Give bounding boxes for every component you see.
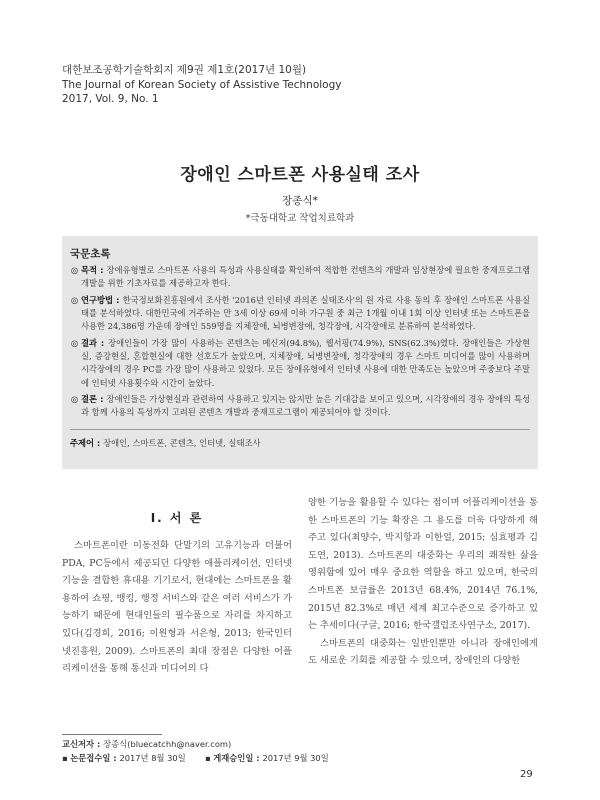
keywords-label: 주제어 : [70,438,104,448]
footnote-label: 게재승인일 : [213,753,263,763]
footnote-mark: ▪ [205,753,211,763]
abstract-divider [70,429,530,430]
author-name: 장종식* [282,195,318,207]
abstract-text: 장애유형별로 스마트폰 사용의 특성과 사용실태를 확인하여 적합한 컨텐츠의 개발과 임상현장에 필요한 중재프로그램 개발을 위한 기초자료를 제공하고자 한다. [81,265,530,289]
bullet-icon: ◎ [70,295,79,305]
journal-volume: 2017, Vol. 9, No. 1 [62,93,159,105]
bullet-icon: ◎ [70,394,79,404]
footnote-mark: ▪ [62,753,68,763]
abstract-conclusion [70,393,530,419]
abstract-text: 한국정보화진흥원에서 조사한 '2016년 인터넷 과의존 실태조사'의 원 자료 사용 동의 후 장애인 스마트폰 사용실태를 분석하였다. 대한민국에 거주하는 만 3세 이상 69세 이하 가구원 중 최근 1개월 이내 1회 이상 인터넷 또는 스마트폰을 사용한 24,386명 가운데 장애인 559명을 지체장애, 뇌병변장애, 청각장애, 시각장애로 분류하여 분석하였다. [81,295,530,332]
keywords [70,437,261,449]
footnote-corresponding-author [62,738,231,750]
journal-name-english: The Journal of Korean Society of Assistive Technology [62,78,342,91]
abstract-method [70,294,530,334]
bullet-icon: ◎ [70,338,79,348]
section-heading: I. 서 론 [150,511,204,525]
footnote-value: 2017년 9월 30일 [262,753,329,763]
footnote-label: 논문접수일 : [70,753,120,763]
author-affiliation: *극동대학교 작업치료학과 [245,213,355,224]
body-column-left [62,537,292,678]
footnote-rule [62,734,162,735]
abstract-label: 결과 : [81,338,109,348]
abstract-heading: 국문초록 [70,248,111,260]
footnote-value: 장종식(bluecatchh@naver.com) [103,739,232,749]
abstract-label: 결론 : [81,394,107,404]
journal-name-korean: 대한보조공학기술학회지 제9권 제1호(2017년 10월) [62,64,307,76]
abstract-text: 장애인들이 가장 많이 사용하는 콘텐츠는 메신저(94.8%), 웹서핑(74.9%), SNS(62.3%)였다. 장애인들은 가상현실, 증강현실, 혼합현실에 대한 선호도가 높았으며, 지체장애, 뇌병변장애, 청각장애의 경우 스마트 미디어를 많이 사용하며 시각장애의 경우 PC를 가장 많이 사용하고 있었다. 모든 장애유형에서 인터넷 사용에 대한 만족도는 높았으며 주중보다 주말에 인터넷 사용횟수와 시간이 높았다. [81,338,531,388]
body-paragraph: 스마트폰의 대중화는 일반인뿐만 아니라 장애인에게도 새로운 기회를 제공할 수 있으며, 장애인의 다양한 [308,637,538,667]
page-number: 29 [520,769,533,780]
abstract-text: 장애인들은 가상현실과 관련하여 사용하고 있지는 않지만 높은 기대감을 보이고 있으며, 시각장애의 경우 장애의 특성과 함께 사용의 특성까지 고려된 콘텐츠 개발과 중재프로그램이 제공되어야 할 것이다. [81,394,531,418]
abstract-label: 연구방법 : [81,295,123,305]
footnote-dates [62,752,329,764]
paper-title: 장애인 스마트폰 사용실태 조사 [180,165,420,185]
abstract-results [70,337,530,390]
footnote-label: 교신저자 : [62,739,104,749]
abstract-label: 목적 : [81,265,107,275]
keywords-text: 장애인, 스마트폰, 콘텐츠, 인터넷, 실태조사 [103,438,261,448]
journal-header [62,63,341,107]
body-column-right [308,494,538,670]
bullet-icon: ◎ [70,265,79,275]
abstract-box [62,236,538,469]
body-paragraph: 스마트폰이란 이동전화 단말기의 고유기능과 더불어 PDA, PC등에서 제공되던 다양한 애플리케이션, 인터넷 기능을 결합한 휴대용 기기로서, 현대에는 스마트폰을 활용하여 쇼핑, 뱅킹, 행정 서비스와 같은 여러 서비스가 가능하기 때문에 현대인들의 필수품으로 자리를 차지하고 있다(김경희, 2016; 이원형과 서은형, 2013; 한국인터넷진흥원, 2009). 스마트폰의 최대 장점은 다양한 어플리케이션을 통해 통신과 미디어의 다 [62,540,292,675]
abstract-purpose [70,264,530,290]
body-paragraph: 양한 기능을 활용할 수 있다는 점이며 어플리케이션을 통한 스마트폰의 기능 확장은 그 용도를 더욱 다양하게 해 주고 있다(최양수, 박지항과 이한얼, 2015; 심효평과 김도연, 2013). 스마트폰의 대중화는 우리의 쾌적한 삶을 영위함에 있어 매우 중요한 역할을 하고 있으며, 한국의 스마트폰 보급률은 2013년 68.4%, 2014년 76.1%, 2015년 82.3%로 매년 세계 최고수준으로 증가하고 있는 추세이다(구글, 2016; 한국갤럽조사연구소, 2017). [308,497,538,632]
footnote-value: 2017년 8월 30일 [119,753,186,763]
